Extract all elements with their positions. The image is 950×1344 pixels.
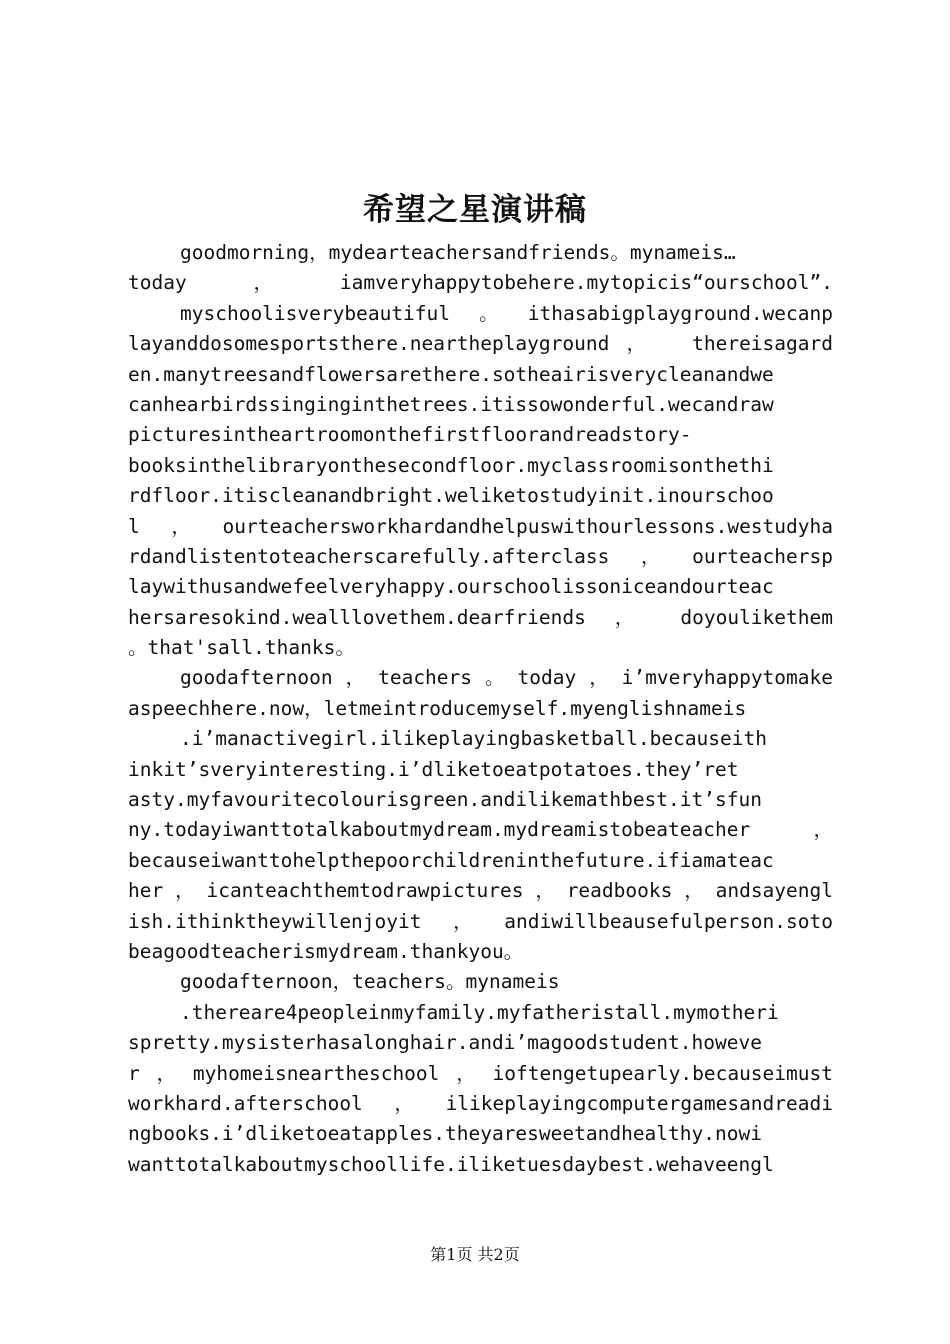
document-body: [128, 238, 833, 1180]
text-line: hersaresokind.wealllovethem.dearfriends ， doyoulikethem: [128, 605, 833, 629]
text-line: becauseiwanttohelpthepoorchildreninthefuture.ifiamateac: [128, 848, 774, 872]
text-line: .i’manactivegirl.ilikeplayingbasketball.becauseith: [180, 727, 767, 751]
text-line: rdfloor.itiscleanandbright.weliketostudyinit.inourschoo: [128, 484, 774, 508]
text-line: booksinthelibraryonthesecondfloor.myclassroomisonthethi: [128, 453, 774, 477]
text-line: 。that'sall.thanks。: [128, 636, 355, 660]
text-line: l，ourteachersworkhardandhelpuswithourlessons.westudyha: [128, 514, 833, 538]
text-line: her，icanteachthemtodrawpictures，readbooks，andsayengl: [128, 879, 833, 903]
text-line: myschoolisverybeautiful。ithasabigplayground.wecanp: [180, 301, 833, 325]
text-line: picturesintheartroomonthefirstfloorandreadstory-: [128, 423, 692, 447]
text-line: canhearbirdssinginginthetrees.itissowonderful.wecandraw: [128, 392, 774, 416]
text-line: workhard.afterschool，ilikeplayingcomputergamesandreadi: [128, 1091, 833, 1115]
text-line: goodafternoon，teachers。today，i’mveryhappytomake: [180, 666, 833, 690]
text-line: layanddosomesportsthere.neartheplayground， thereisagard: [128, 332, 833, 356]
text-line: r，myhomeisneartheschool，ioftengetupearly.becauseimust: [128, 1061, 833, 1085]
text-line: today，iamveryhappytobehere.mytopicis“ourschool”.: [128, 271, 833, 295]
text-line: asty.myfavouritecolourisgreen.andilikemathbest.it’sfun: [128, 788, 762, 812]
text-line: inkit’sveryinteresting.i’dliketoeatpotatoes.they’ret: [128, 757, 739, 781]
text-line: rdandlistentoteacherscarefully.afterclass，ourteachersp: [128, 544, 833, 568]
text-line: spretty.mysisterhasalonghair.andi’magoodstudent.howeve: [128, 1031, 762, 1055]
text-line: goodmorning，mydearteachersandfriends。mynameis…: [180, 241, 736, 264]
text-line: wanttotalkaboutmyschoollife.iliketuesdaybest.wehaveengl: [128, 1152, 774, 1176]
text-line: laywithusandwefeelveryhappy.ourschoolissoniceandourteac: [128, 575, 774, 599]
text-line: .thereare4peopleinmyfamily.myfatheristall.mymotheri: [180, 1000, 779, 1024]
text-line: ny.todayiwanttotalkaboutmydream.mydreamistobeateacher，: [128, 818, 833, 842]
text-line: goodafternoon，teachers。mynameis: [180, 970, 560, 994]
text-line: beagoodteacherismydream.thankyou。: [128, 939, 524, 963]
text-line: aspeechhere.now，letmeintroducemyself.myenglishnameis: [128, 696, 747, 720]
document-title: 希望之星演讲稿: [363, 192, 587, 228]
page-footer: 第1页 共2页: [430, 1245, 520, 1264]
text-line: ish.ithinktheywillenjoyit，andiwillbeausefulperson.soto: [128, 909, 833, 933]
text-line: ngbooks.i’dliketoeatapples.theyaresweetandhealthy.nowi: [128, 1122, 762, 1146]
text-line: en.manytreesandflowersarethere.sotheairisverycleanandwe: [128, 362, 774, 386]
